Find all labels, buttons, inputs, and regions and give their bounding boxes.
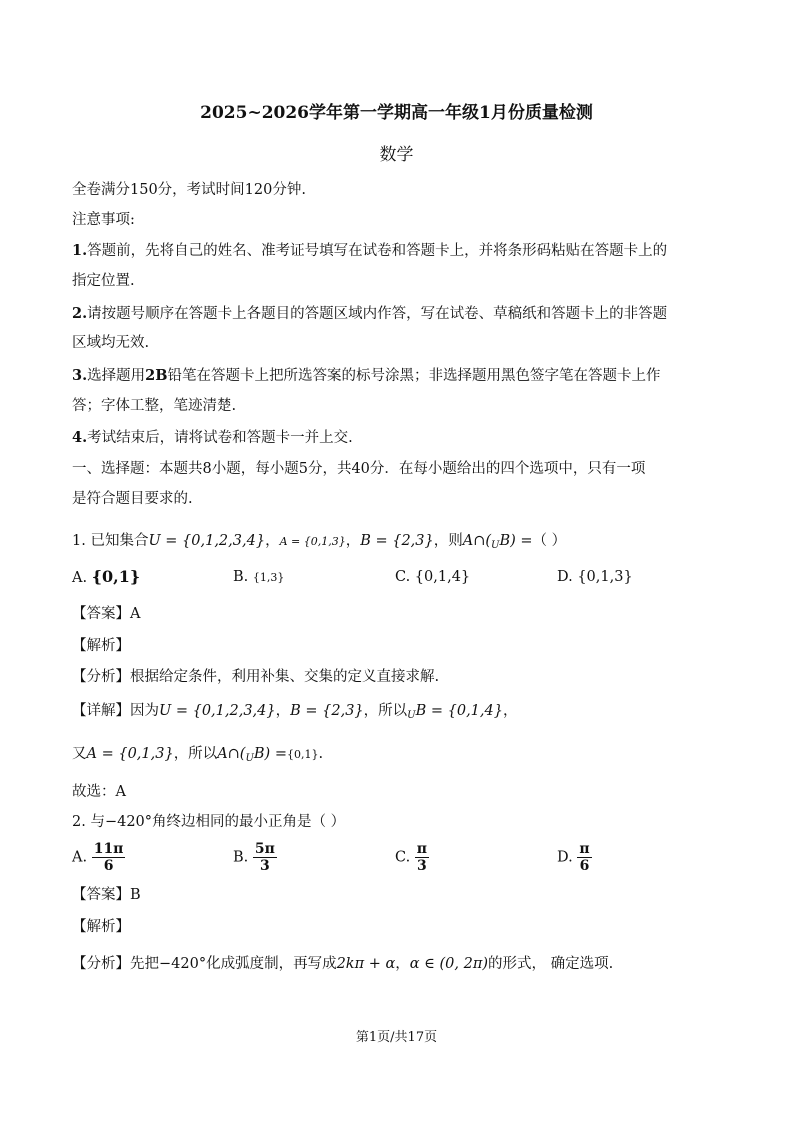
q1-set-b: B = {2,3} [360, 533, 434, 549]
q1-answer [72, 604, 140, 624]
q2-option-b-num: 5π [254, 841, 275, 857]
q1-answer-value: A [130, 606, 141, 622]
q2-option-d-num: π [579, 841, 590, 857]
q1-again-a: A = {0,1,3} [86, 746, 174, 762]
q1-stem-pre: 1. 已知集合 [72, 533, 149, 549]
q1-stem-mid: ，则 [433, 533, 463, 549]
q1-expr-complement-u: U [491, 540, 500, 551]
q2-fenxi-pre: 先把 [130, 956, 159, 972]
exam-title: 2025~2026学年第一学期高一年级1月份质量检测 [200, 103, 593, 123]
q1-again-complement-u: U [245, 753, 254, 764]
q2-analysis-tag: 【解析】 [72, 919, 130, 935]
note-2-number: 2. [72, 305, 88, 322]
q1-detail-2 [72, 744, 323, 769]
q2-fenxi-mid: 化成弧度制，再写成 [206, 956, 337, 972]
q2-answer-tag: 【答案】 [72, 887, 130, 903]
q1-expr: A∩( [462, 533, 492, 549]
q1-fenxi-tag: 【分析】 [72, 669, 130, 685]
q1-expr-end: B) = [499, 533, 533, 549]
q2-option-c-den: 3 [417, 858, 427, 874]
q2-fenxi-tag: 【分析】 [72, 956, 130, 972]
q1-detail-end: ， [502, 703, 518, 719]
q1-answer-tag: 【答案】 [72, 606, 130, 622]
q2-angle: −420° [104, 814, 153, 830]
note-1-line-1 [72, 241, 667, 261]
q2-stem [72, 812, 345, 832]
q1-detail-tag: 【详解】 [72, 703, 130, 719]
q1-option-a-label: A. [72, 570, 88, 586]
section-1-line-2: 是符合题目要求的. [72, 491, 193, 507]
q2-stem-pre: 2. 与 [72, 814, 105, 830]
q1-option-c-label: C. [395, 569, 411, 585]
note-1-line-2: 指定位置. [72, 273, 135, 289]
q1-option-d-value: {0,1,3} [577, 569, 633, 585]
q1-again-expr-2: B) = [253, 746, 287, 762]
q1-sep-2: ， [345, 533, 361, 549]
q1-detail-sep: ， [275, 703, 291, 719]
q1-option-b-label: B. [233, 569, 249, 585]
note-4-number: 4. [72, 429, 88, 446]
q2-option-c-fraction [415, 841, 429, 874]
q1-option-a [72, 567, 140, 588]
q2-fenxi-alpha: α ∈ (0, 2π) [409, 956, 489, 972]
q1-detail [72, 701, 517, 726]
q1-option-b-value: {1,3} [252, 571, 285, 584]
q2-answer-value: B [130, 887, 141, 903]
q1-stem [72, 531, 566, 556]
note-4-line [72, 428, 353, 448]
exam-info: 全卷满分150分，考试时间120分钟. [72, 182, 306, 198]
note-1-text-a: 答题前，先将自己的姓名、准考证号填写在试卷和答题卡上，并将条形码粘贴在答题卡上的 [87, 243, 668, 259]
q2-option-c-num: π [416, 841, 428, 857]
q1-option-b [233, 567, 284, 588]
q2-stem-post: 角终边相同的最小正角是（ ） [152, 814, 346, 830]
q2-option-d [557, 841, 592, 874]
q1-option-c [395, 567, 470, 587]
q2-option-a-den: 6 [103, 858, 114, 874]
note-3-text-pre: 选择题用 [87, 368, 146, 384]
q1-detail-pre: 因为 [130, 703, 159, 719]
q2-option-c-label: C. [395, 849, 411, 866]
q2-fenxi-form: 2kπ + α [336, 956, 396, 972]
q2-option-a [72, 841, 125, 874]
q1-again-result: {0,1} [286, 748, 319, 761]
q1-detail-so: ，所以 [363, 703, 408, 719]
q1-again-expr: A∩( [217, 746, 246, 762]
q1-sep-1: ， [265, 533, 280, 549]
q2-option-a-num: 11π [93, 841, 124, 857]
q1-detail-b: B = {2,3} [290, 703, 364, 719]
note-3-line-1 [72, 366, 661, 386]
note-3-text-post: 铅笔在答题卡上把所选答案的标号涂黑；非选择题用黑色签字笔在答题卡上作 [167, 368, 661, 384]
notes-heading: 注意事项: [72, 212, 135, 228]
note-3-pencil: 2B [145, 367, 168, 384]
q2-option-b-den: 3 [260, 858, 270, 874]
note-2-text-a: 请按题号顺序在答题卡上各题目的答题区域内作答，写在试卷、草稿纸和答题卡上的非答题 [87, 306, 668, 322]
q1-again-so: ，所以 [173, 746, 218, 762]
q2-option-a-fraction [92, 841, 126, 874]
q1-set-a: A = {0,1,3} [279, 535, 346, 548]
note-2-line-1 [72, 304, 667, 324]
q2-option-b [233, 841, 277, 874]
q1-again-pre: 又 [72, 746, 87, 762]
q2-fenxi-post: 的形式， 确定选项. [488, 956, 614, 972]
exam-subject: 数学 [379, 145, 414, 165]
q1-option-a-value: {0,1} [91, 567, 141, 586]
q2-option-a-label: A. [72, 849, 88, 866]
q2-option-d-fraction [577, 841, 591, 874]
note-4-text: 考试结束后，请将试卷和答题卡一并上交. [87, 430, 353, 446]
q2-option-d-label: D. [557, 849, 573, 866]
q1-option-c-value: {0,1,4} [414, 569, 471, 585]
q1-choose: 故选：A [72, 784, 126, 800]
note-2-line-2: 区域均无效. [72, 335, 150, 351]
q2-fenxi [72, 954, 613, 974]
q1-detail-complement-u: U [407, 710, 416, 721]
q2-option-b-fraction [253, 841, 277, 874]
q1-detail-result: B = {0,1,4} [415, 703, 503, 719]
page-footer: 第1页/共17页 [355, 1030, 438, 1045]
q2-fenxi-angle: −420° [159, 956, 207, 972]
q1-fenxi-text: 根据给定条件，利用补集、交集的定义直接求解. [130, 669, 440, 685]
note-3-number: 3. [72, 367, 88, 384]
section-1-line-1: 一、选择题：本题共8小题，每小题5分，共40分．在每小题给出的四个选项中，只有一项 [72, 461, 646, 477]
q2-answer [72, 885, 141, 905]
q2-option-c [395, 841, 429, 874]
q1-option-d-label: D. [557, 569, 573, 585]
note-1-number: 1. [72, 242, 88, 259]
q2-fenxi-sep: ， [395, 956, 410, 972]
q1-fenxi [72, 667, 439, 687]
q1-again-end: . [318, 746, 324, 762]
q1-option-d [557, 567, 633, 587]
q1-set-u: U = {0,1,2,3,4} [148, 533, 266, 549]
q2-option-d-den: 6 [579, 858, 590, 874]
q1-detail-u: U = {0,1,2,3,4} [159, 703, 276, 719]
q1-analysis-tag: 【解析】 [72, 638, 130, 654]
q2-option-b-label: B. [233, 849, 249, 866]
q1-paren: （ ） [532, 533, 567, 549]
note-3-line-2: 答；字体工整，笔迹清楚. [72, 398, 237, 414]
